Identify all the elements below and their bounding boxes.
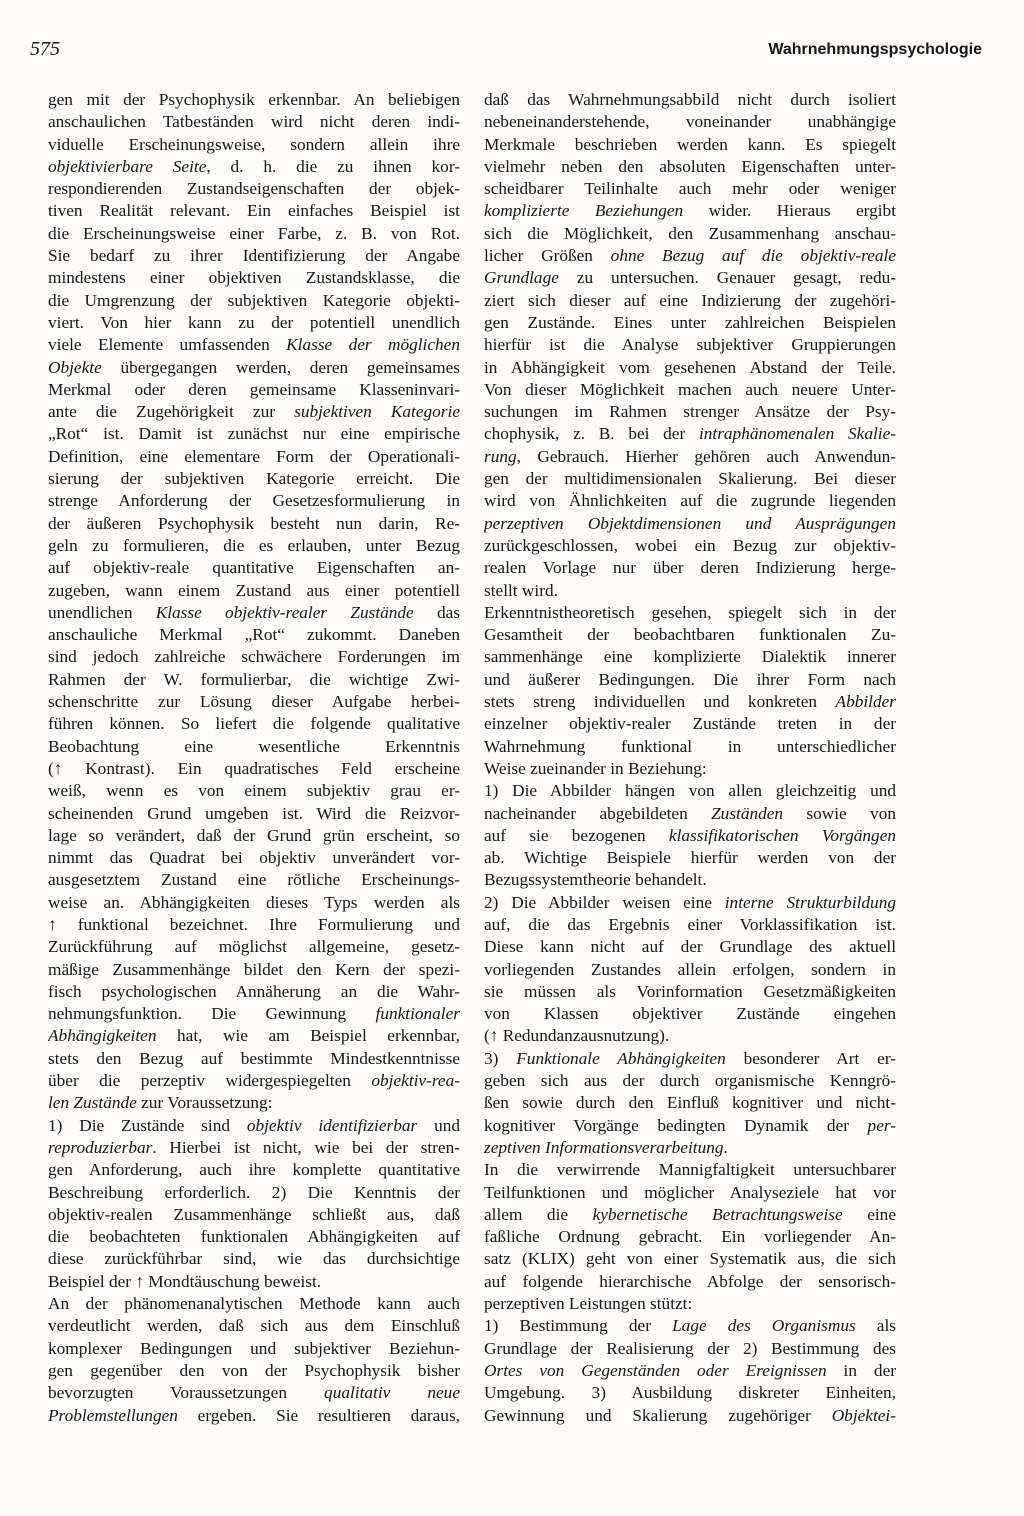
text-line: mäßige Zusammenhänge bildet den Kern der spezi- — [48, 959, 460, 979]
text-line: zurückgeschlossen, wobei ein Bezug zur objektiv- — [484, 535, 896, 555]
text-line: rung, Gebrauch. Hierher gehören auch Anwendun- — [484, 446, 896, 466]
text-line: hierfür ist die Analyse subjektiver Gruppierungen — [484, 335, 896, 355]
text-line: objektivierbare Seite, d. h. die zu ihnen kor- — [48, 156, 460, 176]
text-line: Bezugssystemtheorie behandelt. — [484, 870, 707, 890]
text-line: auf objektiv-reale quantitative Eigenschaften an- — [48, 558, 460, 578]
text-line: chophysik, z. B. bei der intraphänomenalen Skalie- — [484, 424, 896, 444]
text-line: stets streng individuellen und konkreten Abbilder — [484, 692, 896, 712]
text-line: scheidbarer Teilinhalte auch mehr oder weniger — [484, 179, 896, 199]
text-line: ↑ funktional bezeichnet. Ihre Formulierung und — [48, 914, 460, 934]
text-line: lage so verändert, daß der Grund grün erscheint, so — [48, 825, 460, 845]
text-line: nimmt das Quadrat bei objektiv unverändert vor- — [48, 848, 460, 868]
text-line: diese zurückführbar sind, wie das durchsichtige — [48, 1249, 460, 1269]
text-line: perzeptiven Objektdimensionen und Ausprägungen — [484, 513, 896, 533]
text-line: (↑ Kontrast). Ein quadratisches Feld erscheine — [48, 758, 460, 778]
text-line: anschauliche Merkmal „Rot“ zukommt. Daneben — [48, 625, 460, 645]
text-line: sind jedoch zahlreiche schwächere Forderungen im — [48, 647, 460, 667]
text-line: scheinenden Grund umgeben ist. Wird die Reizvor- — [48, 803, 460, 823]
text-line: Teilfunktionen und möglicher Analyseziele hat vor — [484, 1182, 896, 1202]
text-line: vielmehr neben den absoluten Eigenschaften unter- — [484, 156, 896, 176]
text-line: fisch psychologischen Annäherung an die Wahr- — [48, 981, 460, 1001]
text-line: verdeutlicht werden, daß sich aus dem Einschluß — [48, 1316, 460, 1336]
text-line: Ortes von Gegenständen oder Ereignissen in der — [484, 1360, 896, 1380]
text-line: 1) Die Zustände sind objektiv identifizierbar und — [48, 1115, 460, 1135]
text-line: faßliche Ordnung gebracht. Ein vorliegender An- — [484, 1227, 896, 1247]
text-line: (↑ Redundanzausnutzung). — [484, 1026, 670, 1046]
text-line: perzeptiven Leistungen stützt: — [484, 1294, 693, 1314]
text-line: „Rot“ ist. Damit ist zunächst nur eine empirische — [48, 424, 460, 444]
text-line: bevorzugten Voraussetzungen qualitativ neue — [48, 1383, 460, 1403]
text-line: viele Elemente umfassenden Klasse der möglichen — [48, 335, 460, 355]
text-line: Grundlage der Realisierung der 2) Bestimmung des — [484, 1338, 896, 1358]
text-line: Beispiel der ↑ Mondtäuschung beweist. — [48, 1271, 322, 1291]
text-line: allem die kybernetische Betrachtungsweise eine — [484, 1204, 896, 1224]
text-line: der äußeren Psychophysik besteht nun darin, Re- — [48, 513, 460, 533]
text-line: Von dieser Möglichkeit machen auch neuere Unter- — [484, 379, 896, 399]
text-line: Gesamtheit der beobachtbaren funktionalen Zu- — [484, 625, 896, 645]
text-line: schenschritte zur Lösung dieser Aufgabe herbei- — [48, 692, 460, 712]
text-line: nebeneinanderstehende, voneinander unabhängige — [484, 112, 896, 132]
text-line: stets den Bezug auf bestimmte Mindestkenntnisse — [48, 1048, 460, 1068]
text-line: realen Vorlage nur über deren Indizierung herge- — [484, 558, 896, 578]
text-line: anschaulichen Tatbeständen wird nicht deren indi- — [48, 112, 460, 132]
text-line: komplexer Bedingungen und subjektiver Beziehun- — [48, 1338, 460, 1358]
text-line: einzelner objektiv-realer Zustände treten in der — [484, 714, 896, 734]
text-line: daß das Wahrnehmungsabbild nicht durch isoliert — [484, 90, 896, 109]
text-line: Beschreibung erforderlich. 2) Die Kenntnis der — [48, 1182, 460, 1202]
text-line: die Umgrenzung der subjektiven Kategorie objekti- — [48, 290, 460, 310]
text-line: satz (KLIX) geht von einer Systematik aus, die sich — [484, 1249, 896, 1269]
text-line: ab. Wichtige Beispiele hierfür werden von der — [484, 848, 896, 868]
text-line: ante die Zugehörigkeit zur subjektiven Kategorie — [48, 402, 460, 422]
text-line: 2) Die Abbilder weisen eine interne Strukturbildung — [484, 892, 896, 912]
text-line: ßen sowie durch den Einfluß kognitiver und nicht- — [484, 1093, 896, 1113]
text-line: Merkmale beschrieben werden kann. Es spiegelt — [484, 134, 896, 154]
text-line: vorliegenden Zustandes allein erfolgen, sondern in — [484, 959, 896, 979]
text-line: ausgesetztem Zustand eine rötliche Erscheinungs- — [48, 870, 460, 890]
text-line: geben sich aus der durch organismische Kenngrö- — [484, 1071, 896, 1091]
text-line: Wahrnehmung funktional in unterschiedlicher — [484, 736, 896, 756]
text-line: sierung der subjektiven Kategorie erreicht. Die — [48, 469, 460, 489]
text-line: tiven Realität relevant. Ein einfaches Beispiel ist — [48, 201, 460, 221]
text-line: Zurückführung auf möglichst allgemeine, gesetz- — [48, 937, 460, 957]
text-line: gen Anforderung, auch ihre komplette quantitative — [48, 1160, 460, 1180]
text-line: sie müssen als Vorinformation Gesetzmäßigkeiten — [484, 981, 896, 1001]
text-line: auf sie bezogenen klassifikatorischen Vorgängen — [484, 825, 896, 845]
text-line: auf folgende hierarchische Abfolge der sensorisch- — [484, 1271, 896, 1291]
text-line: nacheinander abgebildeten Zuständen sowie von — [484, 803, 896, 823]
running-head: Wahrnehmungspsychologie — [768, 41, 982, 58]
text-line: objektiv-realen Zusammenhänge schließt aus, daß — [48, 1204, 460, 1224]
text-line: Gewinnung und Skalierung zugehöriger Objektei- — [484, 1405, 896, 1425]
text-line: Diese kann nicht auf der Grundlage des aktuell — [484, 937, 896, 957]
text-line: Rahmen der W. formulierbar, die wichtige Zwi- — [48, 669, 460, 689]
text-line: gen Zustände. Eines unter zahlreichen Beispielen — [484, 312, 896, 332]
text-line: unendlichen Klasse objektiv-realer Zustände das — [48, 602, 460, 622]
text-line: respondierenden Zustandseigenschaften der objek- — [48, 179, 460, 199]
text-line: wird von Ähnlichkeiten auf die zugrunde liegenden — [484, 491, 896, 511]
page-number: 575 — [30, 38, 60, 60]
text-line: 1) Die Abbilder hängen von allen gleichzeitig und — [484, 781, 896, 801]
text-line: strenge Anforderung der Gesetzesformulierung in — [48, 491, 460, 511]
text-line: Problemstellungen ergeben. Sie resultieren daraus, — [48, 1405, 460, 1425]
text-line: Grundlage zu untersuchen. Genauer gesagt, redu- — [484, 268, 896, 288]
text-line: über die perzeptiv widergespiegelten objektiv-rea- — [48, 1071, 460, 1091]
text-line: geln zu formulieren, die es erlauben, unter Bezug — [48, 535, 460, 555]
left-column — [48, 89, 460, 1427]
text-line: 1) Bestimmung der Lage des Organismus als — [484, 1316, 896, 1336]
text-line: viduelle Erscheinungsweise, sondern allein ihre — [48, 134, 460, 154]
text-line: mindestens einer objektiven Zustandsklasse, die — [48, 268, 460, 288]
text-line: komplizierte Beziehungen wider. Hieraus ergibt — [484, 201, 896, 221]
text-line: stellt wird. — [484, 580, 558, 600]
text-line: zugeben, wann einem Zustand aus einer potentiell — [48, 580, 460, 600]
text-line: An der phänomenanalytischen Methode kann auch — [48, 1294, 460, 1314]
text-line: In die verwirrende Mannigfaltigkeit untersuchbarer — [484, 1160, 896, 1180]
text-line: Weise zueinander in Beziehung: — [484, 758, 707, 778]
text-line: Beobachtung eine wesentliche Erkenntnis — [48, 736, 460, 756]
text-line: von Klassen objektiver Zustände eingehen — [484, 1004, 896, 1024]
text-line: weise an. Abhängigkeiten dieses Typs werden als — [48, 892, 460, 912]
text-line: kognitiver Vorgänge bedingten Dynamik der per- — [484, 1115, 896, 1135]
text-line: in Abhängigkeit vom gesehenen Abstand der Teile. — [484, 357, 896, 377]
text-line: ziert sich dieser auf eine Indizierung der zugehöri- — [484, 290, 896, 310]
text-line: Definition, eine elementare Form der Operationali- — [48, 446, 460, 466]
text-line: gen der multidimensionalen Skalierung. Bei dieser — [484, 469, 896, 489]
text-line: die beobachteten funktionalen Abhängigkeiten auf — [48, 1227, 460, 1247]
text-line: zeptiven Informationsverarbeitung. — [484, 1137, 728, 1157]
text-line: licher Größen ohne Bezug auf die objektiv-reale — [484, 246, 896, 266]
text-line: weiß, wenn es von einem subjektiv grau er- — [48, 781, 460, 801]
text-line: gen gegenüber den von der Psychophysik bisher — [48, 1360, 460, 1380]
text-line: reproduzierbar. Hierbei ist nicht, wie bei der stren- — [48, 1137, 460, 1157]
text-line: gen mit der Psychophysik erkennbar. An beliebigen — [48, 90, 460, 109]
text-line: Abhängigkeiten hat, wie am Beispiel erkennbar, — [48, 1026, 460, 1046]
text-line: Erkenntnistheoretisch gesehen, spiegelt sich in der — [484, 602, 896, 622]
text-line: sich die Möglichkeit, den Zusammenhang anschau- — [484, 223, 896, 243]
text-line: len Zustände zur Voraussetzung: — [48, 1093, 273, 1113]
text-line: viert. Von hier kann zu der potentiell unendlich — [48, 312, 460, 332]
text-line: die Erscheinungsweise einer Farbe, z. B. von Rot. — [48, 223, 460, 243]
text-line: 3) Funktionale Abhängigkeiten besonderer Art er- — [484, 1048, 896, 1068]
text-line: führen können. So liefert die folgende qualitative — [48, 714, 460, 734]
text-line: Umgebung. 3) Ausbildung diskreter Einheiten, — [484, 1383, 896, 1403]
right-column — [484, 89, 896, 1427]
text-line: Sie bedarf zu ihrer Identifizierung der Angabe — [48, 246, 460, 266]
text-line: auf, die das Ergebnis einer Vorklassifikation ist. — [484, 914, 896, 934]
text-line: nehmungsfunktion. Die Gewinnung funktionaler — [48, 1004, 460, 1024]
text-line: sammenhänge eine komplizierte Dialektik innerer — [484, 647, 896, 667]
text-line: Merkmal oder deren gemeinsame Klasseninvari- — [48, 379, 460, 399]
text-line: und äußerer Bedingungen. Die ihrer Form nach — [484, 669, 896, 689]
text-line: suchungen im Rahmen strenger Ansätze der Psy- — [484, 402, 896, 422]
text-line: Objekte übergegangen werden, deren gemeinsames — [48, 357, 460, 377]
